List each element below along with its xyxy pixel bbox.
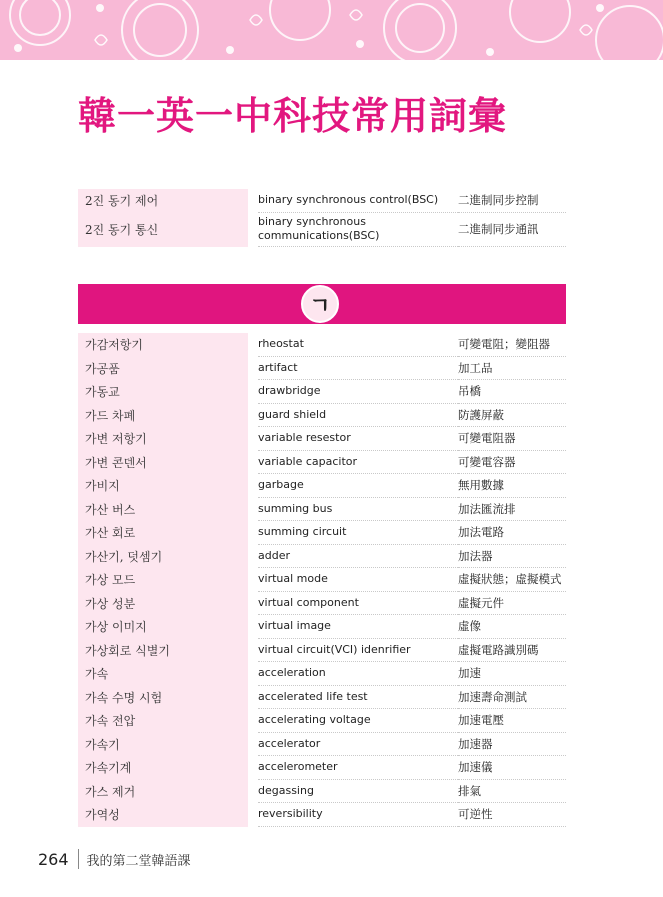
table-row xyxy=(78,733,566,757)
korean-term: 가속 xyxy=(78,662,248,686)
korean-term: 가공품 xyxy=(78,357,248,381)
chinese-term: 加速儀 xyxy=(458,756,566,780)
header-decoration xyxy=(0,0,663,60)
english-term: artifact xyxy=(258,357,458,381)
chinese-term: 加法電路 xyxy=(458,521,566,545)
footer-divider xyxy=(78,849,79,869)
korean-term: 가상회로 식별기 xyxy=(78,639,248,663)
chinese-term: 虛擬狀態；虛擬模式 xyxy=(458,568,566,592)
table-row xyxy=(78,709,566,733)
chinese-term: 加速壽命測試 xyxy=(458,686,566,710)
chinese-term: 加法器 xyxy=(458,545,566,569)
english-term: rheostat xyxy=(258,333,458,357)
table-row xyxy=(78,427,566,451)
chinese-term: 吊橋 xyxy=(458,380,566,404)
korean-term: 가감저항기 xyxy=(78,333,248,357)
korean-term: 가상 이미지 xyxy=(78,615,248,639)
chinese-term: 加法匯流排 xyxy=(458,498,566,522)
top-glossary-table xyxy=(78,189,566,247)
table-row xyxy=(78,615,566,639)
korean-term: 가속기계 xyxy=(78,756,248,780)
book-title: 我的第二堂韓語課 xyxy=(86,853,191,869)
korean-term: 2진 동기 통신 xyxy=(78,213,248,247)
english-term: garbage xyxy=(258,474,458,498)
english-term: virtual image xyxy=(258,615,458,639)
english-term: adder xyxy=(258,545,458,569)
korean-term: 가비지 xyxy=(78,474,248,498)
table-row xyxy=(78,662,566,686)
korean-term: 가속 전압 xyxy=(78,709,248,733)
english-term: binary synchronous communications(BSC) xyxy=(258,213,458,247)
table-row xyxy=(78,404,566,428)
english-term: variable capacitor xyxy=(258,451,458,475)
section-letter-badge: ㄱ xyxy=(301,285,339,323)
korean-term: 가드 차폐 xyxy=(78,404,248,428)
chinese-term: 二進制同步通訊 xyxy=(458,213,566,247)
chinese-term: 可變電容器 xyxy=(458,451,566,475)
page-footer xyxy=(38,848,191,870)
english-term: drawbridge xyxy=(258,380,458,404)
chinese-term: 虛像 xyxy=(458,615,566,639)
korean-term: 가변 콘덴서 xyxy=(78,451,248,475)
chinese-term: 加工品 xyxy=(458,357,566,381)
english-term: accelerated life test xyxy=(258,686,458,710)
chinese-term: 加速電壓 xyxy=(458,709,566,733)
korean-term: 가상 성분 xyxy=(78,592,248,616)
korean-term: 가역성 xyxy=(78,803,248,827)
korean-term: 가동교 xyxy=(78,380,248,404)
chinese-term: 可逆性 xyxy=(458,803,566,827)
chinese-term: 加速 xyxy=(458,662,566,686)
chinese-term: 排氣 xyxy=(458,780,566,804)
chinese-term: 加速器 xyxy=(458,733,566,757)
table-row xyxy=(78,474,566,498)
korean-term: 2진 동기 제어 xyxy=(78,189,248,213)
page-title: 韓一英一中科技常用詞彙 xyxy=(78,94,508,138)
english-term: accelerator xyxy=(258,733,458,757)
table-row xyxy=(78,780,566,804)
chinese-term: 可變電阻器 xyxy=(458,427,566,451)
english-term: reversibility xyxy=(258,803,458,827)
table-row xyxy=(78,639,566,663)
page-number: 264 xyxy=(38,849,69,869)
table-row xyxy=(78,568,566,592)
english-term: virtual component xyxy=(258,592,458,616)
english-term: variable resestor xyxy=(258,427,458,451)
table-row xyxy=(78,803,566,827)
chinese-term: 無用數據 xyxy=(458,474,566,498)
korean-term: 가산기, 덧셈기 xyxy=(78,545,248,569)
english-term: summing bus xyxy=(258,498,458,522)
main-glossary-table xyxy=(78,333,566,827)
table-row xyxy=(78,380,566,404)
chinese-term: 防護屏蔽 xyxy=(458,404,566,428)
chinese-term: 虛擬電路識別碼 xyxy=(458,639,566,663)
table-row xyxy=(78,756,566,780)
table-row xyxy=(78,357,566,381)
korean-term: 가변 저항기 xyxy=(78,427,248,451)
english-term: summing circuit xyxy=(258,521,458,545)
korean-term: 가산 버스 xyxy=(78,498,248,522)
english-term: virtual circuit(VCI) idenrifier xyxy=(258,639,458,663)
table-row xyxy=(78,451,566,475)
floral-pattern-icon xyxy=(0,0,663,60)
korean-term: 가속기 xyxy=(78,733,248,757)
table-row xyxy=(78,592,566,616)
english-term: accelerometer xyxy=(258,756,458,780)
english-term: degassing xyxy=(258,780,458,804)
table-row xyxy=(78,189,566,213)
korean-term: 가산 회로 xyxy=(78,521,248,545)
korean-term: 가상 모드 xyxy=(78,568,248,592)
chinese-term: 可變電阻；變阻器 xyxy=(458,333,566,357)
korean-term: 가속 수명 시험 xyxy=(78,686,248,710)
chinese-term: 虛擬元件 xyxy=(458,592,566,616)
english-term: acceleration xyxy=(258,662,458,686)
english-term: accelerating voltage xyxy=(258,709,458,733)
english-term: virtual mode xyxy=(258,568,458,592)
table-row xyxy=(78,545,566,569)
table-row xyxy=(78,333,566,357)
chinese-term: 二進制同步控制 xyxy=(458,189,566,213)
korean-term: 가스 제거 xyxy=(78,780,248,804)
english-term: binary synchronous control(BSC) xyxy=(258,189,458,213)
table-row xyxy=(78,498,566,522)
table-row xyxy=(78,213,566,247)
table-row xyxy=(78,686,566,710)
table-row xyxy=(78,521,566,545)
english-term: guard shield xyxy=(258,404,458,428)
